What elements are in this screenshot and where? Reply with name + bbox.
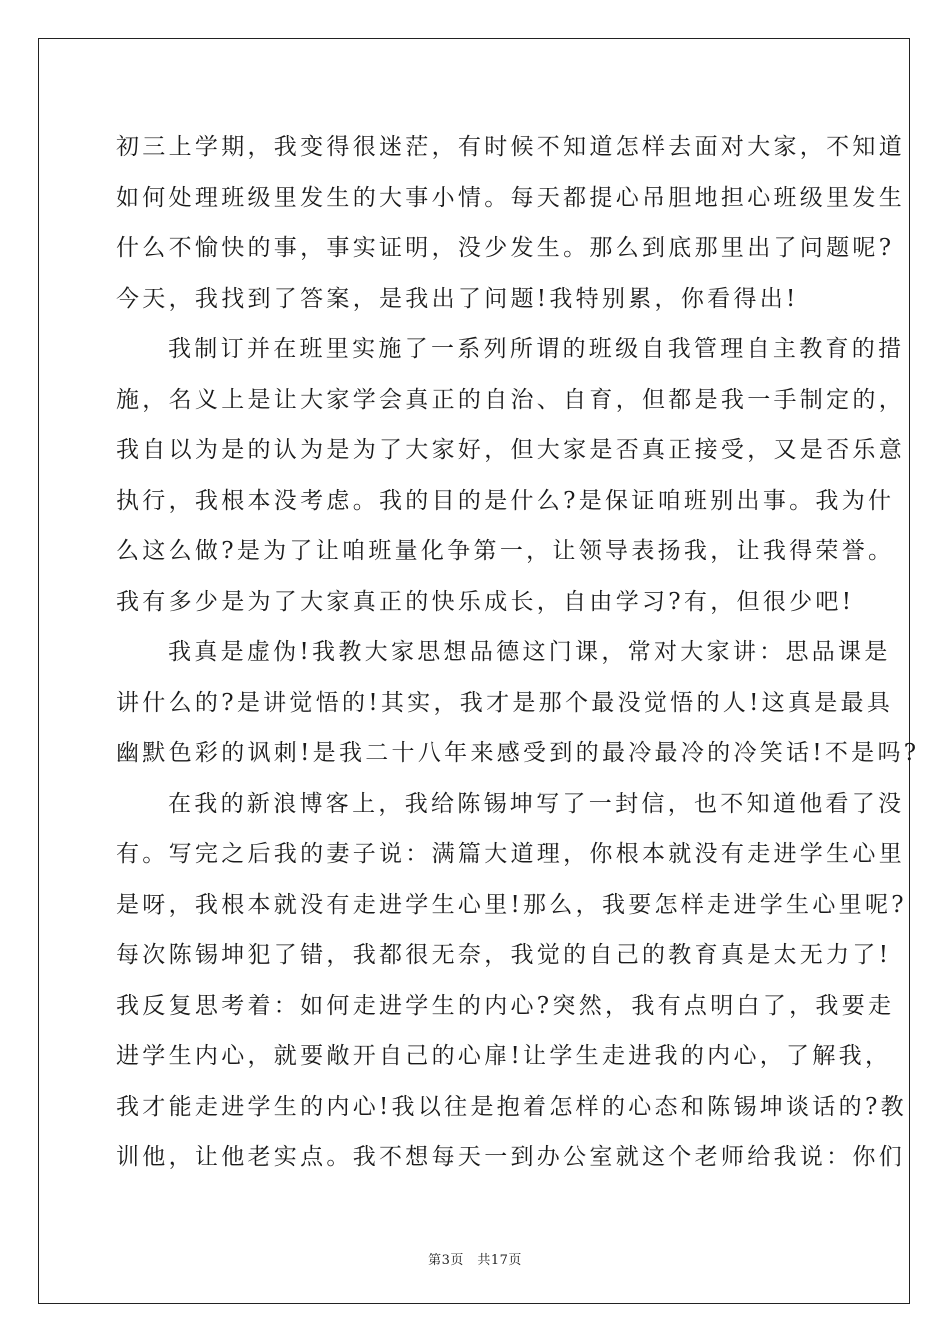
text-line: 幽默色彩的讽刺!是我二十八年来感受到的最冷最冷的冷笑话!不是吗? [116,740,920,766]
text-line: 我才能走进学生的内心!我以往是抱着怎样的心态和陈锡坤谈话的?教 [116,1093,907,1120]
document-body [116,122,920,1183]
text-line: 我真是虚伪!我教大家思想品德这门课，常对大家讲：思品课是 [168,639,891,665]
text-line: 如何处理班级里发生的大事小情。每天都提心吊胆地担心班级里发生 [116,184,905,211]
text-line: 有。写完之后我的妻子说：满篇大道理，你根本就没有走进学生心里 [116,841,905,867]
text-line: 初三上学期，我变得很迷茫，有时候不知道怎样去面对大家，不知道 [116,134,905,160]
text-line: 我反复思考着：如何走进学生的内心?突然，我有点明白了，我要走 [116,992,895,1019]
text-line: 什么不愉快的事，事实证明，没少发生。那么到底那里出了问题呢? [116,235,895,261]
paragraph-2 [116,324,905,627]
paragraph-4 [116,779,907,1183]
text-line: 讲什么的?是讲觉悟的!其实，我才是那个最没觉悟的人!这真是最具 [116,689,894,716]
paragraph-3 [116,627,920,779]
text-line: 进学生内心，就要敞开自己的心扉!让学生走进我的内心，了解我， [116,1043,892,1069]
text-line: 我自以为是的认为是为了大家好，但大家是否真正接受，又是否乐意 [116,437,905,463]
text-line: 每次陈锡坤犯了错，我都很无奈，我觉的自己的教育真是太无力了! [116,942,892,968]
paragraph-1 [116,122,905,324]
text-line: 今天，我找到了答案，是我出了问题!我特别累，你看得出! [116,285,799,312]
text-line: 执行，我根本没考虑。我的目的是什么?是保证咱班别出事。我为什 [116,487,895,514]
page-number-footer: 第3页 共17页 [428,1253,522,1268]
text-line: 在我的新浪博客上，我给陈锡坤写了一封信，也不知道他看了没 [168,790,905,817]
text-line: 训他，让他老实点。我不想每天一到办公室就这个老师给我说：你们 [116,1144,905,1170]
text-line: 施，名义上是让大家学会真正的自治、自育，但都是我一手制定的， [116,386,905,413]
text-line: 我制订并在班里实施了一系列所谓的班级自我管理自主教育的措 [168,336,905,362]
text-line: 是呀，我根本就没有走进学生心里!那么，我要怎样走进学生心里呢? [116,891,907,918]
text-line: 我有多少是为了大家真正的快乐成长，自由学习?有，但很少吧! [116,588,855,615]
text-line: 么这么做?是为了让咱班量化争第一，让领导表扬我，让我得荣誉。 [116,538,895,564]
